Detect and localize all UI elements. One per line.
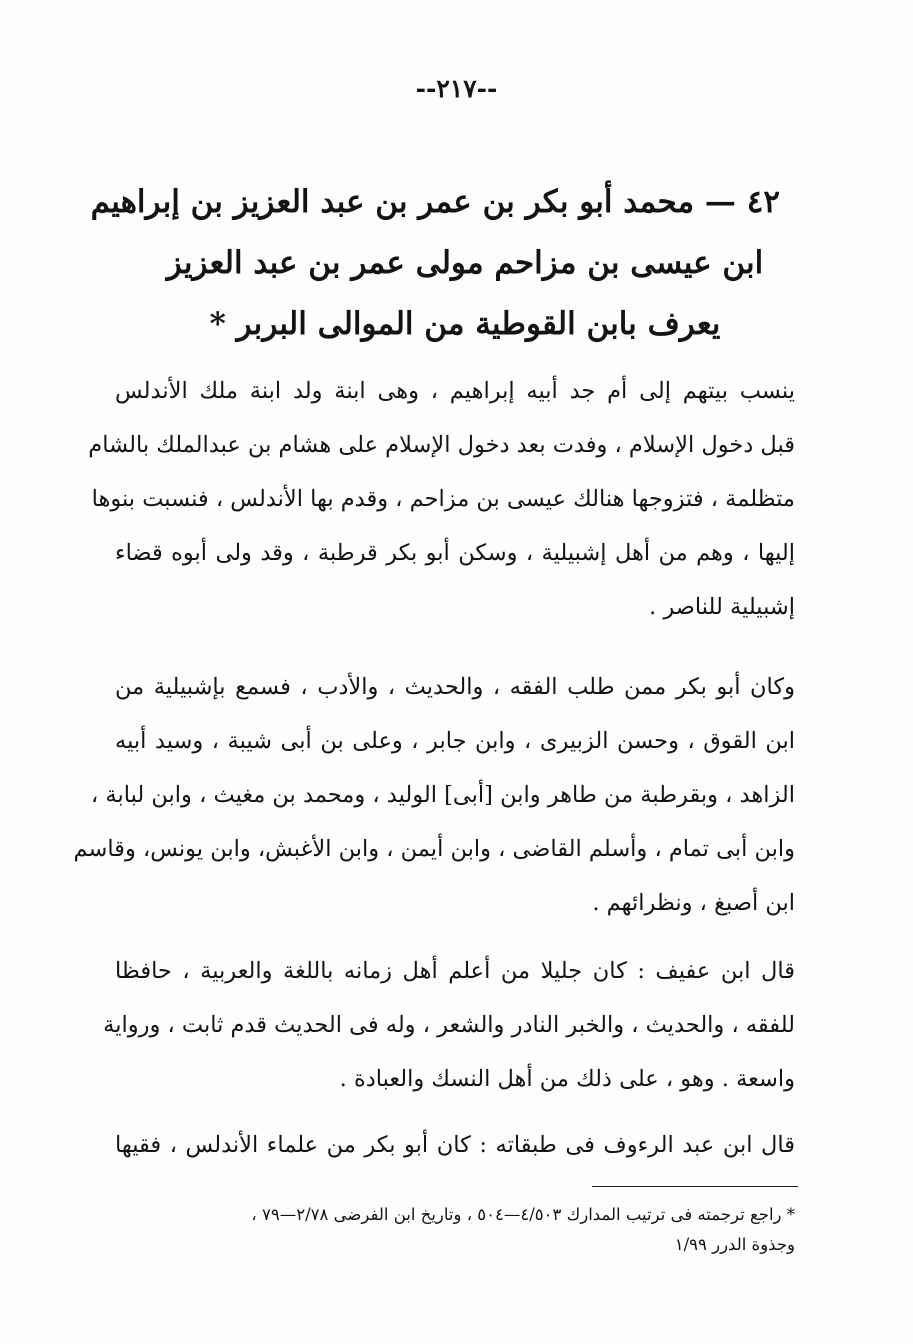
text-line: ابن القوق ، وحسن الزبيرى ، وابن جابر ، وعلى بن أبى شيبة ، وسيد أبيه (115, 728, 795, 754)
entry-title-line: ابن عيسى بن مزاحم مولى عمر بن عبد العزيز (166, 245, 764, 281)
text-line: إليها ، وهم من أهل إشبيلية ، وسكن أبو بكر قرطبة ، وقد ولى أبوه قضاء (115, 540, 795, 566)
text-line: ابن أصبغ ، ونظرائهم . (592, 890, 795, 916)
paragraph-teachers (73, 660, 795, 930)
text-line: للفقه ، والحديث ، والخبر النادر والشعر ، وله فى الحديث قدم ثابت ، ورواية (103, 1012, 795, 1038)
text-line: وابن أبى تمام ، وأسلم القاضى ، وابن أيمن ، وابن الأغبش، وابن يونس، وقاسم (73, 836, 795, 862)
text-line: قال ابن عبد الرءوف فى طبقاته : كان أبو بكر من علماء الأندلس ، فقيها (115, 1132, 795, 1158)
paragraph-lineage (88, 364, 795, 634)
footnote-line: وجذوة الدرر ١/٩٩ (674, 1235, 795, 1254)
page-number: --٢١٧-- (415, 74, 498, 103)
text-line: ينسب بيتهم إلى أم جد أبيه إبراهيم ، وهى ابنة ولد ابنة ملك الأندلس (115, 378, 795, 404)
footnote-line: * راجع ترجمته فى ترتيب المدارك ٤/٥٠٣—٥٠٤ ، وتاريخ ابن الفرضى ٢/٧٨—٧٩ ، (251, 1205, 795, 1224)
text-line: متظلمة ، فتزوجها هنالك عيسى بن مزاحم ، وقدم بها الأندلس ، فنسبت بنوها (91, 486, 795, 512)
text-line: الزاهد ، وبقرطبة من طاهر وابن [أبى] الوليد ، ومحمد بن مغيث ، وابن لبابة ، (91, 782, 795, 808)
text-line: قال ابن عفيف : كان جليلا من أعلم أهل زمانه باللغة والعربية ، حافظا (115, 958, 795, 984)
text-line: واسعة . وهو ، على ذلك من أهل النسك والعبادة . (339, 1066, 795, 1092)
paragraph-ibn-afif (103, 944, 795, 1106)
entry-title-line: ٤٢ — محمد أبو بكر بن عمر بن عبد العزيز بن إبراهيم (90, 184, 780, 220)
entry-title-line: يعرف بابن القوطية من الموالى البربر * (209, 306, 721, 342)
text-line: إشبيلية للناصر . (649, 594, 795, 620)
entry-heading (90, 172, 780, 355)
footnote-divider (592, 1186, 798, 1187)
text-line: قبل دخول الإسلام ، وفدت بعد دخول الإسلام على هشام بن عبدالملك بالشام (88, 432, 795, 458)
text-line: وكان أبو بكر ممن طلب الفقه ، والحديث ، والأدب ، فسمع بإشبيلية من (115, 674, 795, 700)
footnote (115, 1200, 795, 1260)
paragraph-ibn-abd-al-rauf (115, 1118, 795, 1172)
